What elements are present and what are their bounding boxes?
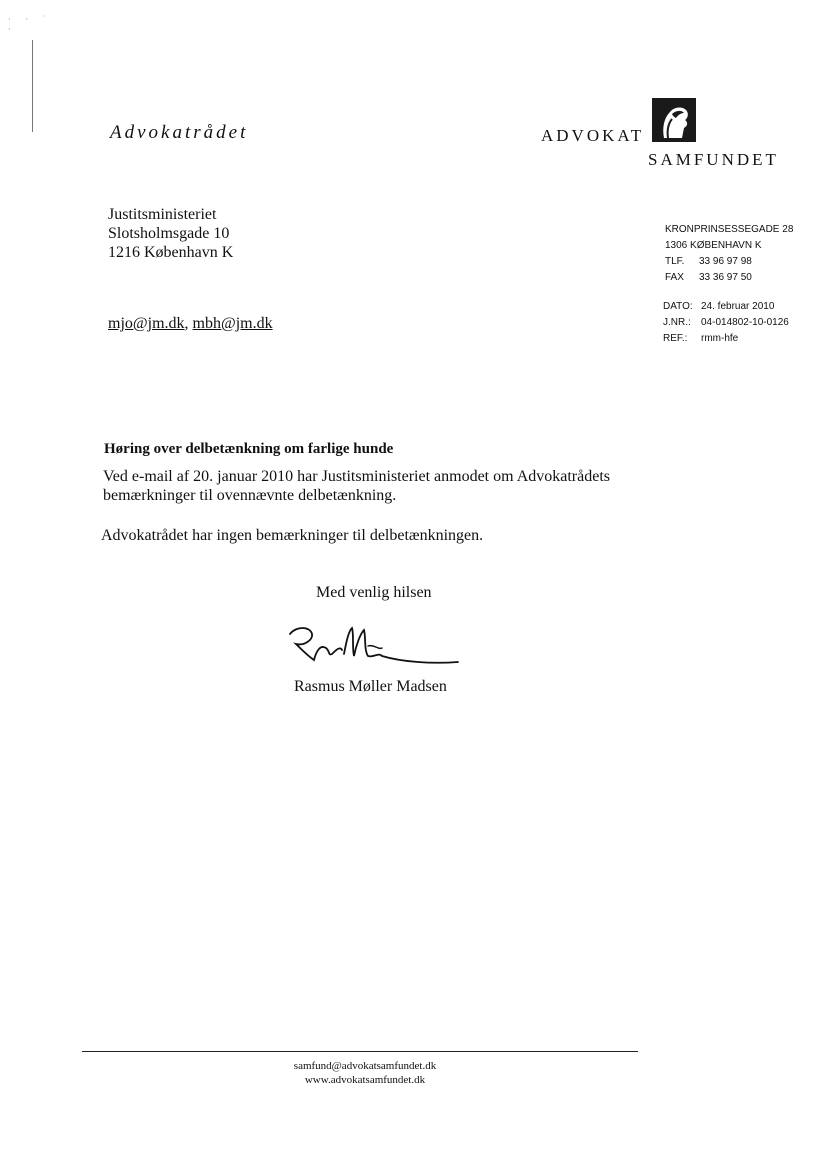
jnr-row	[663, 315, 789, 331]
footer-email[interactable]: samfund@advokatsamfundet.dk	[293, 1060, 437, 1072]
ref-row	[663, 331, 789, 347]
footer-website[interactable]: www.advokatsamfundet.dk	[304, 1074, 426, 1086]
ref-value: rmm-hfe	[701, 333, 739, 344]
email-link-mbh[interactable]: mbh@jm.dk	[192, 315, 273, 332]
logo-text-samfundet: SAMFUNDET	[648, 150, 779, 169]
scan-specks: · · ˙ ·	[8, 14, 52, 34]
recipient-street: Slotsholmsgade 10	[108, 225, 230, 242]
sender-city: 1306 KØBENHAVN K	[665, 240, 762, 251]
ref-label: REF.:	[663, 333, 688, 344]
sender-phone-row	[665, 254, 793, 270]
date-value: 24. februar 2010	[701, 301, 775, 312]
sender-address	[665, 222, 793, 286]
jnr-label: J.NR.:	[663, 317, 691, 328]
footer-contact	[270, 1059, 460, 1087]
recipient-name: Justitsministeriet	[108, 206, 217, 223]
date-label: DATO:	[663, 301, 693, 312]
phone-label: TLF.	[665, 256, 685, 267]
closing-greeting: Med venlig hilsen	[316, 584, 432, 601]
body-paragraph-1: Ved e-mail af 20. januar 2010 har Justitsministeriet anmodet om Advokatrådets bemærkninger til ovennævnte delbetænkning.	[103, 468, 610, 504]
recipient-address	[108, 205, 233, 262]
handwritten-signature	[282, 620, 462, 672]
advokatsamfundet-emblem-icon	[652, 98, 696, 142]
scan-artifact-line	[32, 40, 33, 132]
recipient-city: 1216 København K	[108, 244, 234, 261]
sender-fax-row	[665, 270, 793, 286]
phone-value: 33 96 97 98	[699, 256, 752, 267]
fax-value: 33 36 97 50	[699, 272, 752, 283]
fax-label: FAX	[665, 272, 684, 283]
email-separator: ,	[184, 315, 193, 332]
letter-meta	[663, 299, 789, 347]
email-link-mjo[interactable]: mjo@jm.dk	[108, 315, 185, 332]
body-paragraph-2: Advokatrådet har ingen bemærkninger til delbetænkningen.	[101, 527, 484, 544]
date-row	[663, 299, 789, 315]
signer-name: Rasmus Møller Madsen	[294, 678, 447, 695]
footer-divider	[82, 1051, 638, 1052]
org-name: Advokatrådet	[110, 122, 249, 143]
logo-text-advokat: ADVOKAT	[541, 126, 645, 145]
letter-subject: Høring over delbetænkning om farlige hunde	[104, 441, 394, 457]
jnr-value: 04-014802-10-0126	[701, 317, 789, 328]
sender-street: KRONPRINSESSEGADE 28	[665, 224, 794, 235]
recipient-emails	[108, 315, 273, 333]
